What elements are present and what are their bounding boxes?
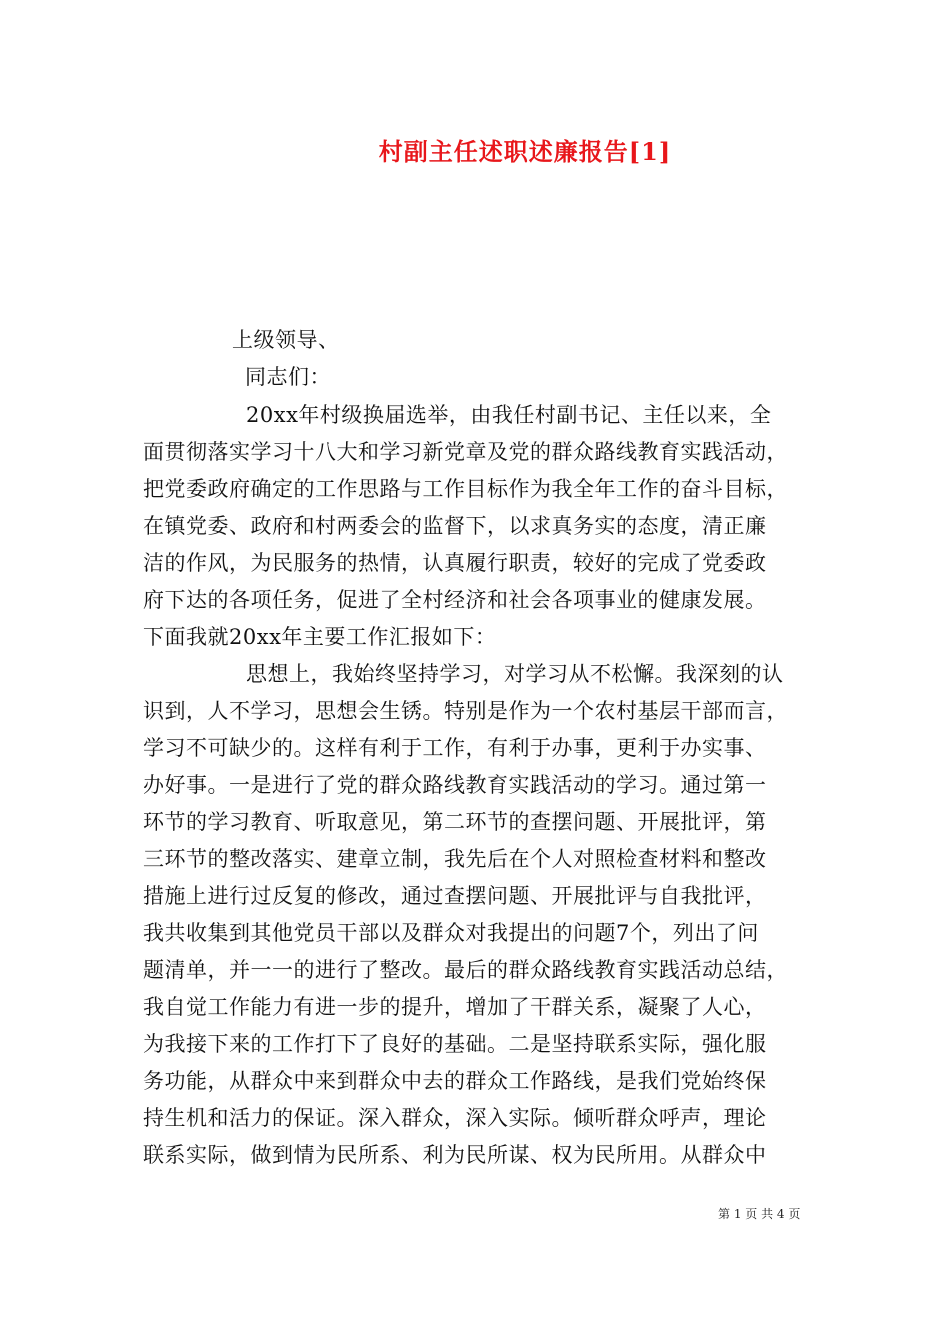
body-line: 下面我就20xx年主要工作汇报如下： xyxy=(143,625,497,649)
body-line: 面贯彻落实学习十八大和学习新党章及党的群众路线教育实践活动， xyxy=(143,440,788,464)
body-line: 题清单，并一一的进行了整改。最后的群众路线教育实践活动总结， xyxy=(143,958,788,982)
body-line: 环节的学习教育、听取意见，第二环节的查摆问题、开展批评，第 xyxy=(143,810,767,834)
page-footer: 第 1 页 共 4 页 xyxy=(718,1207,801,1221)
body-line: 思想上，我始终坚持学习，对学习从不松懈。我深刻的认 xyxy=(246,662,784,686)
body-line: 措施上进行过反复的修改，通过查摆问题、开展批评与自我批评， xyxy=(143,884,767,908)
body-line: 我共收集到其他党员干部以及群众对我提出的问题7个，列出了问 xyxy=(143,921,759,945)
body-line: 学习不可缺少的。这样有利于工作，有利于办事，更利于办实事、 xyxy=(143,736,767,760)
body-line: 务功能，从群众中来到群众中去的群众工作路线，是我们党始终保 xyxy=(143,1069,767,1093)
body-line: 府下达的各项任务，促进了全村经济和社会各项事业的健康发展。 xyxy=(143,588,767,612)
body-line: 在镇党委、政府和村两委会的监督下，以求真务实的态度，清正廉 xyxy=(143,514,767,538)
body-line: 洁的作风，为民服务的热情，认真履行职责，较好的完成了党委政 xyxy=(143,551,767,575)
salutation-line: 上级领导、 xyxy=(232,328,340,352)
body-line: 识到，人不学习，思想会生锈。特别是作为一个农村基层干部而言， xyxy=(143,699,788,723)
body-line: 为我接下来的工作打下了良好的基础。二是坚持联系实际，强化服 xyxy=(143,1032,767,1056)
body-line: 20xx年村级换届选举，由我任村副书记、主任以来，全 xyxy=(246,403,772,427)
body-line: 联系实际，做到情为民所系、利为民所谋、权为民所用。从群众中 xyxy=(143,1143,767,1167)
body-line: 持生机和活力的保证。深入群众，深入实际。倾听群众呼声，理论 xyxy=(143,1106,767,1130)
salutation-line: 同志们： xyxy=(245,365,331,389)
body-line: 我自觉工作能力有进一步的提升，增加了干群关系，凝聚了人心， xyxy=(143,995,767,1019)
body-line: 办好事。一是进行了党的群众路线教育实践活动的学习。通过第一 xyxy=(143,773,767,797)
body-line: 把党委政府确定的工作思路与工作目标作为我全年工作的奋斗目标， xyxy=(143,477,788,501)
body-line: 三环节的整改落实、建章立制，我先后在个人对照检查材料和整改 xyxy=(143,847,767,871)
document-title: 村副主任述职述廉报告[1] xyxy=(378,137,672,166)
